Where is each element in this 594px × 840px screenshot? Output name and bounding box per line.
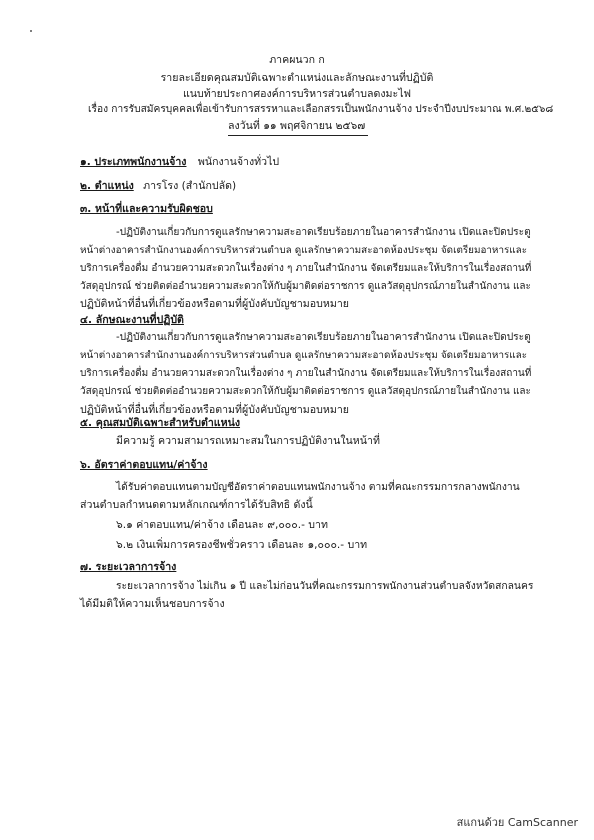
section-7-heading: ๗. ระยะเวลาการจ้าง <box>80 561 177 573</box>
header-subject: เรื่อง การรับสมัครบุคคลเพื่อเข้ารับการสรรหาและเลือกสรรเป็นพนักงานจ้าง ประจำปีงบประมาณ พ.ศ.๒๕๖๘ <box>88 104 554 115</box>
section-7-line-1: ระยะเวลาการจ้าง ไม่เกิน ๑ ปี และไม่ก่อนวันที่คณะกรรมการพนักงานส่วนตำบลจังหวัดสกลนคร <box>116 580 534 592</box>
section-4-line-5: ปฏิบัติหน้าที่อื่นที่เกี่ยวข้องหรือตามที่ผู้บังคับบัญชามอบหมาย <box>80 404 349 416</box>
section-3-line-5: ปฏิบัติหน้าที่อื่นที่เกี่ยวข้องหรือตามที่ผู้บังคับบัญชามอบหมาย <box>80 298 349 310</box>
section-3-heading: ๓. หน้าที่และความรับผิดชอบ <box>80 203 213 215</box>
section-3-line-1: -ปฏิบัติงานเกี่ยวกับการดูแลรักษาความสะอาดเรียบร้อยภายในอาคารสำนักงาน เปิดและปิดประตู <box>116 227 531 238</box>
section-2 <box>80 179 236 193</box>
section-7-line-2: ได้มีมติให้ความเห็นชอบการจ้าง <box>80 598 225 610</box>
section-3-line-4: วัสดุอุปกรณ์ ช่วยติดต่ออำนวยความสะดวกให้กับผู้มาติดต่อราชการ ดูแลวัสดุอุปกรณ์ภายในสำนักงาน และ <box>80 281 531 292</box>
section-4-line-3: บริการเครื่องดื่ม อำนวยความสะดวกในเรื่องต่าง ๆ ภายในสำนักงาน จัดเตรียมและให้บริการในเรื่องสถานที่ <box>80 368 532 379</box>
section-4-line-1: -ปฏิบัติงานเกี่ยวกับการดูแลรักษาความสะอาดเรียบร้อยภายในอาคารสำนักงาน เปิดและปิดประตู <box>116 332 531 343</box>
section-5-line-1: มีความรู้ ความสามารถเหมาะสมในการปฏิบัติงานในหน้าที่ <box>116 435 380 447</box>
camscanner-watermark: สแกนด้วย CamScanner <box>456 816 578 829</box>
section-6-item-1: ๖.๑ ค่าตอบแทน/ค่าจ้าง เดือนละ ๙,๐๐๐.- บาท <box>116 519 328 531</box>
section-6-item-2: ๖.๒ เงินเพิ่มการครองชีพชั่วคราว เดือนละ ๑,๐๐๐.- บาท <box>116 539 368 551</box>
section-3-line-3: บริการเครื่องดื่ม อำนวยความสะดวกในเรื่องต่าง ๆ ภายในสำนักงาน จัดเตรียมและให้บริการในเรื่องสถานที่ <box>80 263 532 274</box>
section-4-line-4: วัสดุอุปกรณ์ ช่วยติดต่ออำนวยความสะดวกให้กับผู้มาติดต่อราชการ ดูแลวัสดุอุปกรณ์ภายในสำนักงาน และ <box>80 386 531 397</box>
section-1-value: พนักงานจ้างทั่วไป <box>197 156 280 168</box>
section-2-heading: ๒. ตำแหน่ง <box>80 180 134 192</box>
header-divider <box>228 135 368 136</box>
section-2-value: ภารโรง (สำนักปลัด) <box>143 180 237 192</box>
section-6-line-2: ส่วนตำบลกำหนดตามหลักเกณฑ์การได้รับสิทธิ ดังนี้ <box>80 499 313 511</box>
section-6-heading: ๖. อัตราค่าตอบแทน/ค่าจ้าง <box>80 459 208 471</box>
header-line-1: รายละเอียดคุณสมบัติเฉพาะตำแหน่งและลักษณะงานที่ปฏิบัติ <box>160 72 434 84</box>
section-1 <box>80 155 279 169</box>
section-4-line-2: หน้าต่างอาคารสำนักงานองค์การบริหารส่วนตำบล ดูแลรักษาความสะอาดห้องประชุม จัดเตรียมอาหารและ <box>80 350 528 361</box>
section-6-line-1: ได้รับค่าตอบแทนตามบัญชีอัตราค่าตอบแทนพนักงานจ้าง ตามที่คณะกรรมการกลางพนักงาน <box>116 481 520 493</box>
scan-speck <box>30 30 32 32</box>
section-3-line-2: หน้าต่างอาคารสำนักงานองค์การบริหารส่วนตำบล ดูแลรักษาความสะอาดห้องประชุม จัดเตรียมอาหารและ <box>80 245 528 256</box>
header-line-2: แนบท้ายประกาศองค์การบริหารส่วนตำบลดงมะไฟ <box>182 88 412 100</box>
section-1-heading: ๑. ประเภทพนักงานจ้าง <box>80 156 187 168</box>
annex-title: ภาคผนวก ก <box>269 54 325 66</box>
section-4-heading: ๔. ลักษณะงานที่ปฏิบัติ <box>80 314 184 326</box>
header-date: ลงวันที่ ๑๑ พฤศจิกายน ๒๕๖๗ <box>228 120 366 132</box>
section-5-heading: ๕. คุณสมบัติเฉพาะสำหรับตำแหน่ง <box>80 417 241 429</box>
